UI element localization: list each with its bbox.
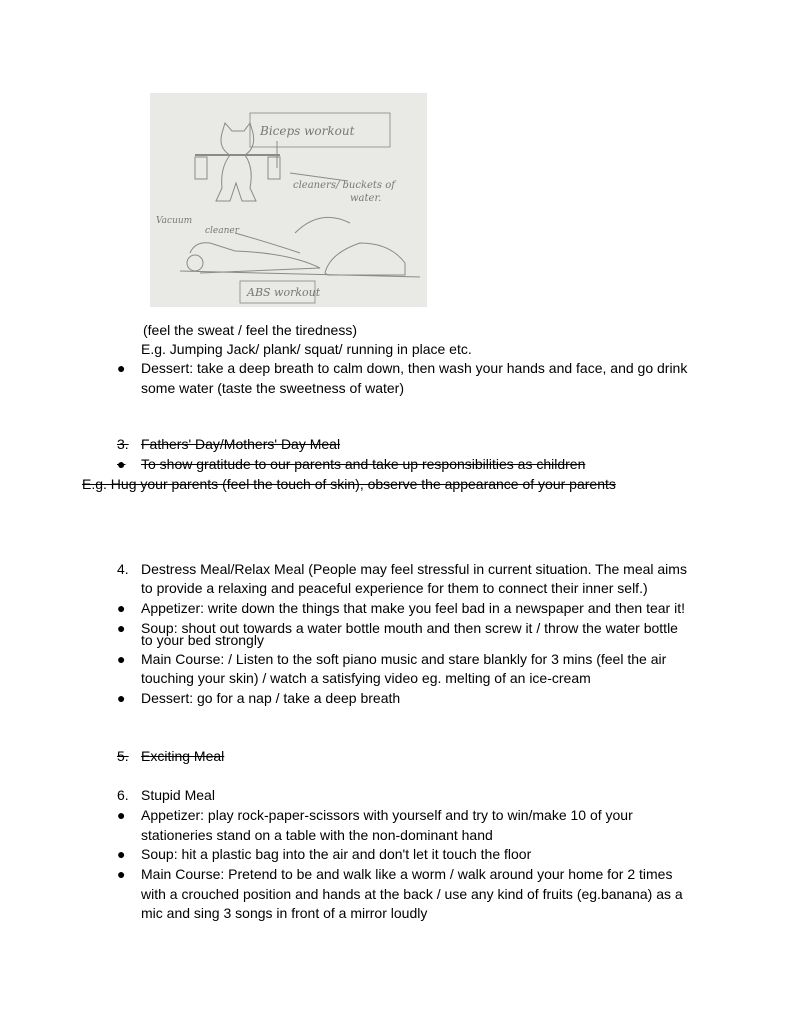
sketch-label-cleaner: cleaner	[205, 226, 240, 236]
bullet-icon: ●	[117, 807, 126, 823]
list-item-continuation: to your bed strongly	[141, 632, 264, 648]
text-line: E.g. Hug your parents (feel the touch of skin), observe the appearance of your parents	[82, 476, 616, 492]
bullet-icon: ●	[117, 600, 126, 616]
bullet-icon: ●	[117, 651, 126, 667]
list-item: Main Course: Pretend to be and walk like a worm / walk around your home for 2 times	[141, 866, 673, 882]
section-heading: Exciting Meal	[141, 748, 225, 764]
sketch-label-biceps: Biceps workout	[260, 124, 355, 138]
section-heading: Destress Meal/Relax Meal (People may feel stressful in current situation. The meal aims	[141, 561, 687, 577]
list-item: Dessert: go for a nap / take a deep breath	[141, 690, 401, 706]
bullet-icon: ●	[117, 456, 126, 472]
list-item: Soup: hit a plastic bag into the air and don't let it touch the floor	[141, 846, 532, 862]
list-item-continuation: touching your skin) / watch a satisfying video eg. melting of an ice-cream	[141, 670, 591, 686]
list-item: To show gratitude to our parents and take up responsibilities as children	[141, 456, 586, 472]
list-item-continuation: some water (taste the sweetness of water)	[141, 380, 404, 396]
list-item: Soup: shout out towards a water bottle mouth and then screw it / throw the water bottle	[141, 620, 678, 636]
text-line: E.g. Jumping Jack/ plank/ squat/ running in place etc.	[141, 341, 472, 357]
list-number: 4.	[117, 561, 129, 577]
list-number: 6.	[117, 787, 129, 803]
list-item-continuation: mic and sing 3 songs in front of a mirror loudly	[141, 905, 428, 921]
bullet-icon: ●	[117, 620, 126, 636]
sketch-label-abs: ABS workout	[247, 286, 321, 299]
bullet-icon: ●	[117, 360, 126, 376]
list-item-continuation: stationeries stand on a table with the non-dominant hand	[141, 827, 493, 843]
list-item-continuation: with a crouched position and hands at the back / use any kind of fruits (eg.banana) as a	[141, 886, 683, 902]
bullet-icon: ●	[117, 846, 126, 862]
list-item: Dessert: take a deep breath to calm down, then wash your hands and face, and go drink	[141, 360, 688, 376]
sketch-label-water: water.	[350, 193, 382, 204]
sketch-label-vacuum: Vacuum	[156, 216, 193, 226]
bullet-icon: ●	[117, 866, 126, 882]
text-line: (feel the sweat / feel the tiredness)	[143, 322, 357, 338]
sketch-label-cleaners: cleaners/ buckets of	[293, 180, 395, 191]
section-heading: Stupid Meal	[141, 787, 215, 803]
list-number: 3.	[117, 436, 129, 452]
bullet-icon: ●	[117, 690, 126, 706]
workout-sketch-image	[150, 93, 427, 307]
section-heading: Fathers' Day/Mothers' Day Meal	[141, 436, 341, 452]
list-item: Main Course: / Listen to the soft piano music and stare blankly for 3 mins (feel the air	[141, 651, 667, 667]
section-heading-continuation: to provide a relaxing and peaceful experience for them to connect their inner self.)	[141, 580, 648, 596]
list-item: Appetizer: write down the things that make you feel bad in a newspaper and then tear it!	[141, 600, 685, 616]
list-item: Appetizer: play rock-paper-scissors with yourself and try to win/make 10 of your	[141, 807, 633, 823]
list-number: 5.	[117, 748, 129, 764]
